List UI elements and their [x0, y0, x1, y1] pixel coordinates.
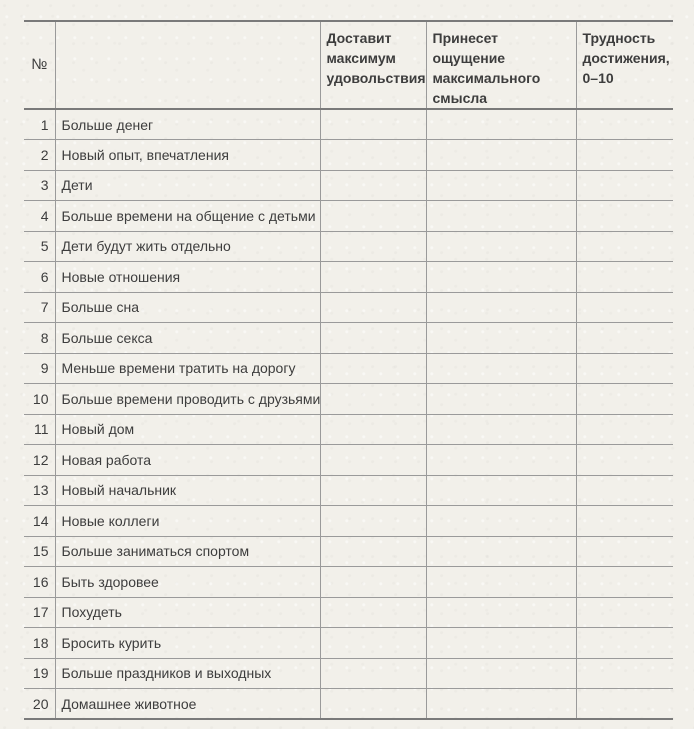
- difficulty-cell[interactable]: [576, 536, 673, 567]
- row-item: Похудеть: [55, 597, 320, 628]
- meaning-cell[interactable]: [426, 689, 576, 720]
- pleasure-cell[interactable]: [320, 231, 426, 262]
- difficulty-cell[interactable]: [576, 262, 673, 293]
- row-number: 16: [24, 567, 55, 598]
- row-number: 7: [24, 292, 55, 323]
- row-item: Больше сна: [55, 292, 320, 323]
- pleasure-cell[interactable]: [320, 353, 426, 384]
- row-item: Меньше времени тратить на дорогу: [55, 353, 320, 384]
- header-pleasure: Доставит максимум удовольствия: [320, 21, 426, 109]
- table-row: [24, 567, 673, 598]
- meaning-cell[interactable]: [426, 140, 576, 171]
- difficulty-cell[interactable]: [576, 475, 673, 506]
- row-item: Новые отношения: [55, 262, 320, 293]
- meaning-cell[interactable]: [426, 536, 576, 567]
- row-number: 9: [24, 353, 55, 384]
- row-item: Новый опыт, впечатления: [55, 140, 320, 171]
- row-item: Новый начальник: [55, 475, 320, 506]
- difficulty-cell[interactable]: [576, 323, 673, 354]
- pleasure-cell[interactable]: [320, 597, 426, 628]
- pleasure-cell[interactable]: [320, 262, 426, 293]
- difficulty-cell[interactable]: [576, 353, 673, 384]
- row-item: Новая работа: [55, 445, 320, 476]
- table-row: [24, 353, 673, 384]
- table-row: [24, 262, 673, 293]
- meaning-cell[interactable]: [426, 292, 576, 323]
- row-item: Больше заниматься спортом: [55, 536, 320, 567]
- table-row: [24, 689, 673, 720]
- pleasure-cell[interactable]: [320, 658, 426, 689]
- meaning-cell[interactable]: [426, 567, 576, 598]
- row-number: 12: [24, 445, 55, 476]
- difficulty-cell[interactable]: [576, 628, 673, 659]
- pleasure-cell[interactable]: [320, 445, 426, 476]
- meaning-cell[interactable]: [426, 201, 576, 232]
- row-number: 19: [24, 658, 55, 689]
- difficulty-cell[interactable]: [576, 201, 673, 232]
- row-number: 18: [24, 628, 55, 659]
- meaning-cell[interactable]: [426, 262, 576, 293]
- row-item: Больше денег: [55, 109, 320, 140]
- table-row: [24, 231, 673, 262]
- meaning-cell[interactable]: [426, 597, 576, 628]
- table-row: [24, 628, 673, 659]
- pleasure-cell[interactable]: [320, 628, 426, 659]
- table-row: [24, 475, 673, 506]
- meaning-cell[interactable]: [426, 109, 576, 140]
- pleasure-cell[interactable]: [320, 170, 426, 201]
- pleasure-cell[interactable]: [320, 689, 426, 720]
- difficulty-cell[interactable]: [576, 414, 673, 445]
- pleasure-cell[interactable]: [320, 201, 426, 232]
- table-row: [24, 140, 673, 171]
- row-item: Быть здоровее: [55, 567, 320, 598]
- difficulty-cell[interactable]: [576, 140, 673, 171]
- table-row: [24, 445, 673, 476]
- row-number: 13: [24, 475, 55, 506]
- row-item: Дети будут жить отдельно: [55, 231, 320, 262]
- row-item: Новый дом: [55, 414, 320, 445]
- row-number: 8: [24, 323, 55, 354]
- pleasure-cell[interactable]: [320, 414, 426, 445]
- row-number: 10: [24, 384, 55, 415]
- header-row: [24, 21, 673, 109]
- meaning-cell[interactable]: [426, 475, 576, 506]
- worksheet: [24, 20, 673, 720]
- header-item: [55, 21, 320, 109]
- table-row: [24, 597, 673, 628]
- table-row: [24, 170, 673, 201]
- difficulty-cell[interactable]: [576, 689, 673, 720]
- table-row: [24, 384, 673, 415]
- table-row: [24, 414, 673, 445]
- header-number: №: [24, 21, 55, 109]
- difficulty-cell[interactable]: [576, 292, 673, 323]
- row-number: 1: [24, 109, 55, 140]
- difficulty-cell[interactable]: [576, 597, 673, 628]
- difficulty-cell[interactable]: [576, 506, 673, 537]
- row-number: 17: [24, 597, 55, 628]
- meaning-cell[interactable]: [426, 384, 576, 415]
- difficulty-cell[interactable]: [576, 567, 673, 598]
- table-row: [24, 292, 673, 323]
- row-number: 3: [24, 170, 55, 201]
- row-number: 6: [24, 262, 55, 293]
- row-number: 5: [24, 231, 55, 262]
- pleasure-cell[interactable]: [320, 292, 426, 323]
- meaning-cell[interactable]: [426, 414, 576, 445]
- table-row: [24, 536, 673, 567]
- table-row: [24, 506, 673, 537]
- pleasure-cell[interactable]: [320, 567, 426, 598]
- row-number: 4: [24, 201, 55, 232]
- meaning-cell[interactable]: [426, 353, 576, 384]
- row-item: Больше времени проводить с друзьями: [55, 384, 320, 415]
- difficulty-cell[interactable]: [576, 384, 673, 415]
- row-item: Домашнее животное: [55, 689, 320, 720]
- row-item: Больше времени на общение с детьми: [55, 201, 320, 232]
- pleasure-cell[interactable]: [320, 536, 426, 567]
- pleasure-cell[interactable]: [320, 323, 426, 354]
- pleasure-cell[interactable]: [320, 140, 426, 171]
- meaning-cell[interactable]: [426, 628, 576, 659]
- header-meaning: Принесет ощущение максимального смысла: [426, 21, 576, 109]
- row-item: Дети: [55, 170, 320, 201]
- meaning-cell[interactable]: [426, 658, 576, 689]
- pleasure-cell[interactable]: [320, 475, 426, 506]
- pleasure-cell[interactable]: [320, 384, 426, 415]
- difficulty-cell[interactable]: [576, 109, 673, 140]
- row-item: Больше праздников и выходных: [55, 658, 320, 689]
- row-number: 20: [32, 695, 49, 712]
- table-row: [24, 658, 673, 689]
- pleasure-cell[interactable]: [320, 506, 426, 537]
- table-row: [24, 201, 673, 232]
- row-item: Больше секса: [55, 323, 320, 354]
- difficulty-cell[interactable]: [576, 445, 673, 476]
- difficulty-cell[interactable]: [576, 170, 673, 201]
- row-item: Новые коллеги: [55, 506, 320, 537]
- meaning-cell[interactable]: [426, 231, 576, 262]
- meaning-cell[interactable]: [426, 323, 576, 354]
- difficulty-cell[interactable]: [576, 231, 673, 262]
- meaning-cell[interactable]: [426, 170, 576, 201]
- difficulty-cell[interactable]: [576, 658, 673, 689]
- table-row: [24, 323, 673, 354]
- row-number: 15: [24, 536, 55, 567]
- row-number: 2: [24, 140, 55, 171]
- row-number: 11: [24, 414, 55, 445]
- row-number: 14: [24, 506, 55, 537]
- table-row: [24, 109, 673, 140]
- row-item: Бросить курить: [55, 628, 320, 659]
- header-difficulty: Трудность достижения, 0–10: [576, 21, 673, 109]
- pleasure-cell[interactable]: [320, 109, 426, 140]
- meaning-cell[interactable]: [426, 506, 576, 537]
- meaning-cell[interactable]: [426, 445, 576, 476]
- priorities-table: [24, 20, 673, 720]
